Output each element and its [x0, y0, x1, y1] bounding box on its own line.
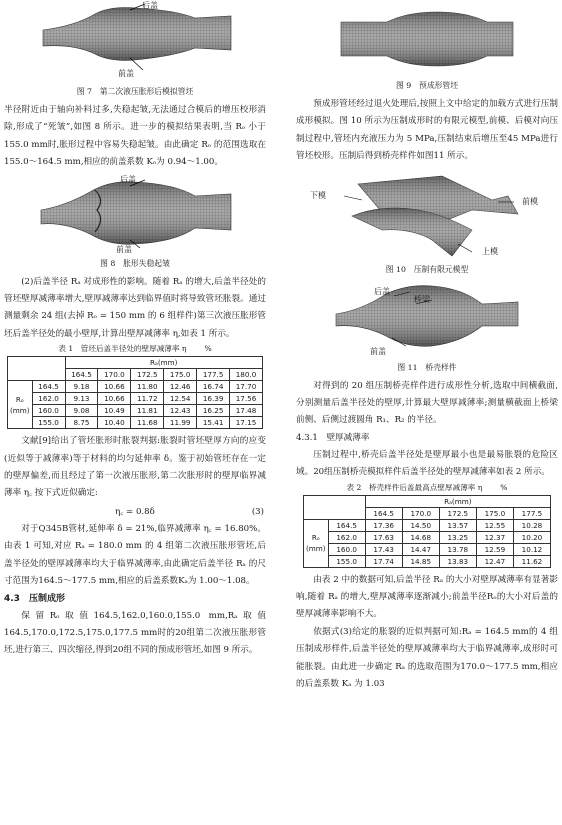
- table-cell: 16.25: [197, 405, 230, 417]
- fig9-caption: 图 9 预成形管坯: [395, 81, 459, 90]
- table-col-value: 180.0: [230, 369, 263, 381]
- fig7-label-rear-cover: 后盖: [142, 1, 158, 10]
- table1-title: 表 1 管坯后盖半径处的壁厚减薄率 η: [58, 344, 187, 354]
- fig9-preform-tube-mesh: [337, 0, 517, 76]
- table-row-header: [8, 381, 33, 429]
- fig8-wrinkled-tube-mesh: [35, 176, 235, 254]
- table-col-value: 164.5: [65, 369, 98, 381]
- table-cell: 16.74: [197, 381, 230, 393]
- table-cell: 12.54: [164, 393, 197, 405]
- figure-9: [296, 0, 558, 78]
- table-cell: 11.81: [131, 405, 164, 417]
- table-cell: 17.15: [230, 417, 263, 429]
- fig8-label-front-cover: 前盖: [116, 244, 132, 254]
- fig7-tube-mesh: [35, 0, 235, 80]
- table-cell: 14.85: [402, 555, 439, 567]
- table-cell: 17.48: [230, 405, 263, 417]
- fig10-fem-model: [322, 170, 532, 260]
- fig10-label-upper-die: 上模: [482, 246, 498, 256]
- right-paragraph-4: 由表 2 中的数据可知,后盖半径 Rₐ 的大小对壁厚减薄率有显著影响,随着 Rₐ 的增大,壁厚减薄率逐渐减小;前盖半径Rₒ的大小对后盖的壁厚减薄率影响不大。: [296, 574, 558, 620]
- table-cell: 14.50: [402, 519, 439, 531]
- fig7-label-front-cover: 前盖: [118, 69, 134, 78]
- table1: [7, 356, 263, 429]
- right-paragraph-3: 压制过程中,桥壳后盖半径处是壁厚最小也是最易胀裂的危险区域。20组压制桥壳模拟样件后盖半径处的壁厚减薄率如表 2 所示。: [296, 449, 558, 478]
- table-col-value: 172.5: [131, 369, 164, 381]
- table-row: [8, 417, 263, 429]
- table-cell: 10.20: [513, 531, 550, 543]
- table-cell: 9.13: [65, 393, 98, 405]
- right-paragraph-5: 依据式(3)给定的胀裂的近似判据可知:Rₐ = 164.5 mm的 4 组压制成形样件,后盖半径处的壁厚减薄率均大于临界减薄率,成形时可能胀裂。由此进一步确定 Rₐ 的选取范围为170.0～177.5 mm,相应的后盖系数 Kₐ 为 1.03: [296, 626, 558, 690]
- table-cell: 15.41: [197, 417, 230, 429]
- fig11-label-bridge: 桥梁: [414, 294, 430, 304]
- table1-caption: [4, 343, 266, 355]
- table-row-header-symbol: Rₒ: [15, 394, 24, 404]
- table-cell: 16.39: [197, 393, 230, 405]
- table-row-header-unit: (mm): [306, 544, 326, 554]
- table-row-value: 155.0: [32, 417, 65, 429]
- table-row-header-unit: (mm): [10, 405, 30, 415]
- table-corner-cell: [304, 495, 366, 519]
- fig8-label-rear-cover: 后盖: [120, 174, 136, 184]
- table2-unit: %: [500, 482, 508, 492]
- left-paragraph-4: 对于Q345B管材,延伸率 δ = 21%,临界减薄率 η꜀ = 16.80%。由表 1 可知,对应 Rₐ = 180.0 mm 的 4 组第二次液压胀形管坯,后盖半径处的壁厚减薄率均大于临界减薄率,由此确定后盖半径 Rₐ 的尺寸范围为164.5～177.5 mm,相应的后盖系数Kₐ为 1.00～1.08。: [4, 523, 266, 587]
- table-cell: 10.12: [513, 543, 550, 555]
- figure-11: [296, 280, 558, 360]
- left-paragraph-2: (2)后盖半径 Rₐ 对成形性的影响。随着 Rₐ 的增大,后盖半径处的管坯壁厚减薄率增大,壁厚减薄率达到临界值时将导致管坯胀裂。通过测量剩余 24 组(去掉 Rₒ = 150 mm 的 6 组样件)第三次液压胀形管坯后盖半径处的最小壁厚,计算出壁厚减薄率 η,如表 1 所示。: [4, 276, 266, 339]
- table-cell: 9.08: [65, 405, 98, 417]
- table-row-header-symbol: Rₒ: [311, 533, 320, 543]
- table-row: [8, 405, 263, 417]
- fig10-label-front-die: 前模: [522, 196, 538, 206]
- table-cell: 14.68: [402, 531, 439, 543]
- figure-8: [4, 176, 266, 256]
- table-row-value: 160.0: [328, 543, 365, 555]
- right-column: [296, 0, 558, 694]
- table-cell: 17.70: [230, 381, 263, 393]
- table-col-value: 164.5: [365, 507, 402, 519]
- table-col-value: 172.5: [439, 507, 476, 519]
- table-col-value: 175.0: [476, 507, 513, 519]
- table-row: [8, 381, 263, 393]
- equation-text: η꜀ = 0.8δ: [115, 506, 155, 517]
- table-row: [304, 531, 551, 543]
- fig10-label-lower-die: 下模: [310, 190, 326, 200]
- table-cell: 12.43: [164, 405, 197, 417]
- table-cell: 13.78: [439, 543, 476, 555]
- table-cell: 12.47: [476, 555, 513, 567]
- table-col-header: Rₐ(mm): [65, 357, 262, 369]
- table-row-value: 164.5: [32, 381, 65, 393]
- table2: [303, 495, 551, 568]
- right-paragraph-2: 对得到的 20 组压制桥壳样件进行成形性分析,选取中间横截面,分别测量后盖半径处的壁厚,计算最大壁厚减薄率;测量横截面上桥梁前侧、后侧过渡圆角 R₁、R₂ 的半径。: [296, 380, 558, 426]
- table-cell: 11.80: [131, 381, 164, 393]
- table-row: [8, 393, 263, 405]
- table-row: [304, 519, 551, 531]
- fig11-axle-housing-mesh: [332, 280, 522, 358]
- table-col-value: 177.5: [197, 369, 230, 381]
- equation-3: [4, 503, 266, 521]
- fig11-caption: 图 11 桥壳样件: [397, 362, 457, 372]
- left-column: [4, 0, 266, 660]
- table-cell: 13.25: [439, 531, 476, 543]
- table-cell: 12.55: [476, 519, 513, 531]
- right-paragraph-1: 预成形管坯经过退火处理后,按照上文中给定的加载方式进行压制成形模拟。图 10 所示为压制成形时的有限元模型,前模、后模对向压制过程中,管坯内充液压力为 5 MPa,压制结束后增压至45 MPa进行管坯校形。压制后得到桥壳样件如图11 所示。: [296, 99, 558, 162]
- table-cell: 10.28: [513, 519, 550, 531]
- table-cell: 13.57: [439, 519, 476, 531]
- table-row-value: 162.0: [328, 531, 365, 543]
- table-cell: 11.72: [131, 393, 164, 405]
- table-row-value: 164.5: [328, 519, 365, 531]
- fig11-label-rear-cover: 后盖: [374, 286, 390, 296]
- section-4-3-1-heading: 4.3.1 壁厚减薄率: [296, 432, 370, 443]
- fig8-caption: 图 8 胀形失稳起皱: [100, 258, 170, 268]
- table-row: [304, 555, 551, 567]
- table-header-row: [304, 495, 551, 507]
- table-cell: 12.46: [164, 381, 197, 393]
- figure-7: [4, 0, 266, 84]
- table-cell: 17.56: [230, 393, 263, 405]
- left-paragraph-5: 保留Rₒ取值164.5,162.0,160.0,155.0 mm,Rₐ取值164.5,170.0,172.5,175.0,177.5 mm时的20组第二次液压胀形管坯,进行第三、四次缩径,得到20组不同的预成形管坯,如图 9 所示。: [4, 610, 266, 656]
- table-cell: 12.37: [476, 531, 513, 543]
- table-cell: 13.83: [439, 555, 476, 567]
- table-cell: 10.40: [98, 417, 131, 429]
- table-row-value: 162.0: [32, 393, 65, 405]
- table-cell: 11.68: [131, 417, 164, 429]
- table-row-value: 160.0: [32, 405, 65, 417]
- section-4-3-heading: 4.3 压制成形: [4, 593, 65, 604]
- table-cell: 8.75: [65, 417, 98, 429]
- table-row-header: [304, 519, 329, 567]
- left-paragraph-1: 半径附近由于轴向补料过多,失稳起皱,无法通过合模后的增压校形消除,形成了“死皱”,如图 8 所示。进一步的模拟结果表明,当 Rₒ 小于155.0 mm时,胀形过程中容易失稳起皱。由此确定 Rₒ 的范围选取在155.0～164.5 mm,相应的前盖系数 Kₒ为 0.94～1.00。: [4, 105, 266, 168]
- table2-caption: [296, 482, 558, 494]
- table-cell: 10.66: [98, 381, 131, 393]
- table-cell: 9.18: [65, 381, 98, 393]
- table-cell: 17.36: [365, 519, 402, 531]
- table-col-value: 170.0: [402, 507, 439, 519]
- table2-title: 表 2 桥壳样件后盖最高点壁厚减薄率 η: [346, 482, 483, 492]
- table-cell: 17.63: [365, 531, 402, 543]
- table-cell: 12.59: [476, 543, 513, 555]
- table-col-value: 177.5: [513, 507, 550, 519]
- table-row: [304, 543, 551, 555]
- table-cell: 10.66: [98, 393, 131, 405]
- figure-10: [296, 170, 558, 262]
- table1-unit: %: [204, 344, 212, 354]
- table-col-value: 170.0: [98, 369, 131, 381]
- left-paragraph-3: 文献[9]给出了管坯胀形时胀裂判据:胀裂时管坯壁厚方向的应变(近似等于减薄率)等于材料的均匀延伸率 δ。鉴于初始管坯存在一定的壁厚偏差,而且经过了第一次液压胀形,第二次胀形时的壁厚临界减薄率 η꜀ 按下式近似确定:: [4, 436, 266, 499]
- table-cell: 11.99: [164, 417, 197, 429]
- table-cell: 11.62: [513, 555, 550, 567]
- fig11-label-front-cover: 前盖: [370, 346, 386, 356]
- table-row-value: 155.0: [328, 555, 365, 567]
- table-col-header: Rₐ(mm): [365, 495, 550, 507]
- table-corner-cell: [8, 357, 66, 381]
- fig10-caption: 图 10 压制有限元模型: [385, 264, 469, 274]
- fig7-caption: 图 7 第二次液压胀形后模拟管坯: [76, 87, 194, 96]
- equation-number: (3): [251, 506, 264, 517]
- table-cell: 17.43: [365, 543, 402, 555]
- table-col-value: 175.0: [164, 369, 197, 381]
- table-cell: 17.74: [365, 555, 402, 567]
- table-cell: 14.47: [402, 543, 439, 555]
- table-cell: 10.49: [98, 405, 131, 417]
- table-header-row: [8, 357, 263, 369]
